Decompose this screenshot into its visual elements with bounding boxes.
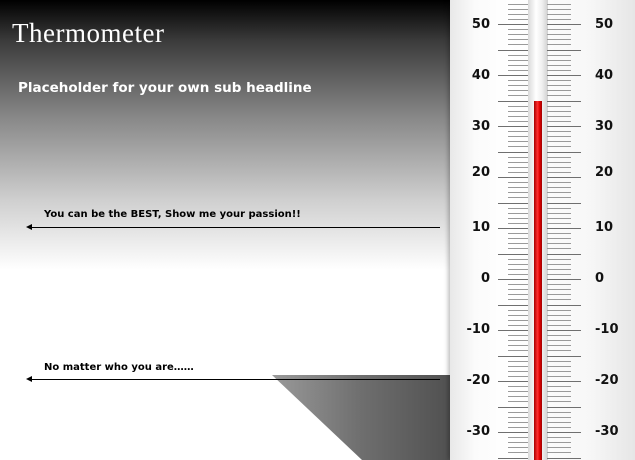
- tick-mark: [547, 315, 571, 316]
- tick-mark: [547, 248, 571, 249]
- tick-mark: [547, 417, 571, 418]
- scale-label-left: 30: [471, 119, 490, 134]
- scale-label-left: 20: [471, 165, 490, 180]
- tick-mark: [547, 381, 581, 382]
- tick-mark: [547, 111, 571, 112]
- callout-line-2: [28, 379, 440, 380]
- tick-mark: [547, 65, 571, 66]
- tick-mark: [547, 294, 571, 295]
- tick-mark: [547, 157, 571, 158]
- tick-mark: [498, 458, 532, 459]
- mercury-column: [534, 101, 542, 460]
- scale-label-right: 30: [595, 119, 614, 134]
- tick-mark: [498, 75, 532, 76]
- tick-mark: [547, 458, 581, 459]
- scale-label-left: -20: [466, 373, 490, 388]
- tick-mark: [547, 325, 571, 326]
- tick-mark: [498, 305, 532, 306]
- tick-mark: [547, 345, 571, 346]
- tick-mark: [498, 432, 532, 433]
- tick-mark: [547, 197, 571, 198]
- scale-label-right: 40: [595, 68, 614, 83]
- scale-label-left: 10: [471, 220, 490, 235]
- tick-mark: [547, 269, 571, 270]
- tick-mark: [498, 407, 532, 408]
- tick-mark: [547, 279, 581, 280]
- tick-mark: [547, 4, 571, 5]
- tick-mark: [547, 167, 571, 168]
- tick-mark: [547, 121, 571, 122]
- tick-mark: [498, 101, 532, 102]
- tick-mark: [547, 34, 571, 35]
- tick-mark: [547, 264, 571, 265]
- thermometer: [450, 0, 635, 460]
- tick-mark: [547, 238, 571, 239]
- tick-mark: [547, 437, 571, 438]
- tick-marks-right: [547, 0, 587, 460]
- tick-mark: [547, 80, 571, 81]
- scale-label-right: 10: [595, 220, 614, 235]
- tick-mark: [547, 213, 571, 214]
- slide-title: Thermometer: [12, 18, 165, 48]
- tick-mark: [547, 396, 571, 397]
- tick-mark: [547, 75, 581, 76]
- tick-mark: [547, 24, 581, 25]
- tick-mark: [547, 106, 571, 107]
- tick-mark: [547, 432, 581, 433]
- scale-label-left: 50: [471, 17, 490, 32]
- tick-mark: [547, 60, 571, 61]
- arrowhead-icon: [26, 224, 32, 230]
- tick-mark: [547, 330, 581, 331]
- tick-mark: [498, 279, 532, 280]
- tick-mark: [547, 126, 581, 127]
- tick-mark: [547, 85, 571, 86]
- tick-mark: [547, 274, 571, 275]
- tick-mark: [547, 95, 571, 96]
- tick-mark: [547, 228, 581, 229]
- tick-mark: [498, 381, 532, 382]
- tick-mark: [547, 350, 571, 351]
- sub-headline: Placeholder for your own sub headline: [18, 80, 312, 96]
- tick-mark: [547, 141, 571, 142]
- tick-mark: [547, 320, 571, 321]
- scale-label-left: -30: [466, 424, 490, 439]
- tick-mark: [547, 218, 571, 219]
- tick-mark: [547, 146, 571, 147]
- tick-mark: [547, 422, 571, 423]
- tick-mark: [547, 182, 571, 183]
- tick-mark: [547, 14, 571, 15]
- tick-mark: [547, 310, 571, 311]
- tick-mark: [547, 447, 571, 448]
- tick-mark: [547, 19, 571, 20]
- callout-text-2: No matter who you are……: [44, 362, 194, 373]
- tick-mark: [547, 254, 581, 255]
- tick-mark: [547, 208, 571, 209]
- scale-label-left: 40: [471, 68, 490, 83]
- tick-mark: [547, 116, 571, 117]
- tick-mark: [498, 356, 532, 357]
- scale-label-right: 0: [595, 271, 605, 286]
- callout-text-1: You can be the BEST, Show me your passion!!: [44, 209, 301, 220]
- tick-mark: [547, 259, 571, 260]
- tick-mark: [547, 44, 571, 45]
- tick-mark: [547, 442, 571, 443]
- tick-mark: [547, 366, 571, 367]
- tick-mark: [498, 50, 532, 51]
- tick-mark: [547, 361, 571, 362]
- tick-mark: [547, 289, 571, 290]
- tick-mark: [498, 24, 532, 25]
- tick-mark: [547, 187, 571, 188]
- scale-label-right: 50: [595, 17, 614, 32]
- tick-mark: [547, 356, 581, 357]
- tick-mark: [547, 335, 571, 336]
- tick-mark: [547, 305, 581, 306]
- scale-label-right: 20: [595, 165, 614, 180]
- tick-mark: [498, 254, 532, 255]
- tick-mark: [498, 228, 532, 229]
- scale-label-right: -30: [595, 424, 619, 439]
- tick-mark: [498, 177, 532, 178]
- scale-label-left: -10: [466, 322, 490, 337]
- tick-mark: [547, 243, 571, 244]
- scale-label-right: -20: [595, 373, 619, 388]
- tick-mark: [547, 371, 571, 372]
- tick-mark: [547, 401, 571, 402]
- tick-mark: [498, 203, 532, 204]
- tick-mark: [547, 172, 571, 173]
- tick-mark: [547, 407, 581, 408]
- tick-mark: [547, 299, 571, 300]
- tick-mark: [547, 203, 581, 204]
- tick-mark: [547, 284, 571, 285]
- tick-mark: [547, 136, 571, 137]
- tick-mark: [498, 126, 532, 127]
- tick-mark: [547, 412, 571, 413]
- tick-mark: [547, 376, 571, 377]
- tick-mark: [547, 55, 571, 56]
- tick-mark: [547, 70, 571, 71]
- scale-label-right: -10: [595, 322, 619, 337]
- callout-line-1: [28, 227, 440, 228]
- tick-mark: [547, 131, 571, 132]
- tick-mark: [547, 427, 571, 428]
- tick-mark: [498, 330, 532, 331]
- scale-label-left: 0: [480, 271, 490, 286]
- tick-mark: [547, 177, 581, 178]
- tick-mark: [547, 223, 571, 224]
- tick-mark: [547, 9, 571, 10]
- tick-mark: [547, 50, 581, 51]
- tick-mark: [547, 452, 571, 453]
- tick-mark: [547, 192, 571, 193]
- tick-mark: [547, 152, 581, 153]
- tick-mark: [547, 101, 581, 102]
- tick-mark: [547, 340, 571, 341]
- tick-mark: [547, 29, 571, 30]
- tick-mark: [547, 162, 571, 163]
- tick-mark: [498, 152, 532, 153]
- tick-mark: [547, 39, 571, 40]
- tick-mark: [547, 233, 571, 234]
- tick-mark: [547, 391, 571, 392]
- arrowhead-icon: [26, 376, 32, 382]
- tick-mark: [547, 386, 571, 387]
- tick-mark: [547, 90, 571, 91]
